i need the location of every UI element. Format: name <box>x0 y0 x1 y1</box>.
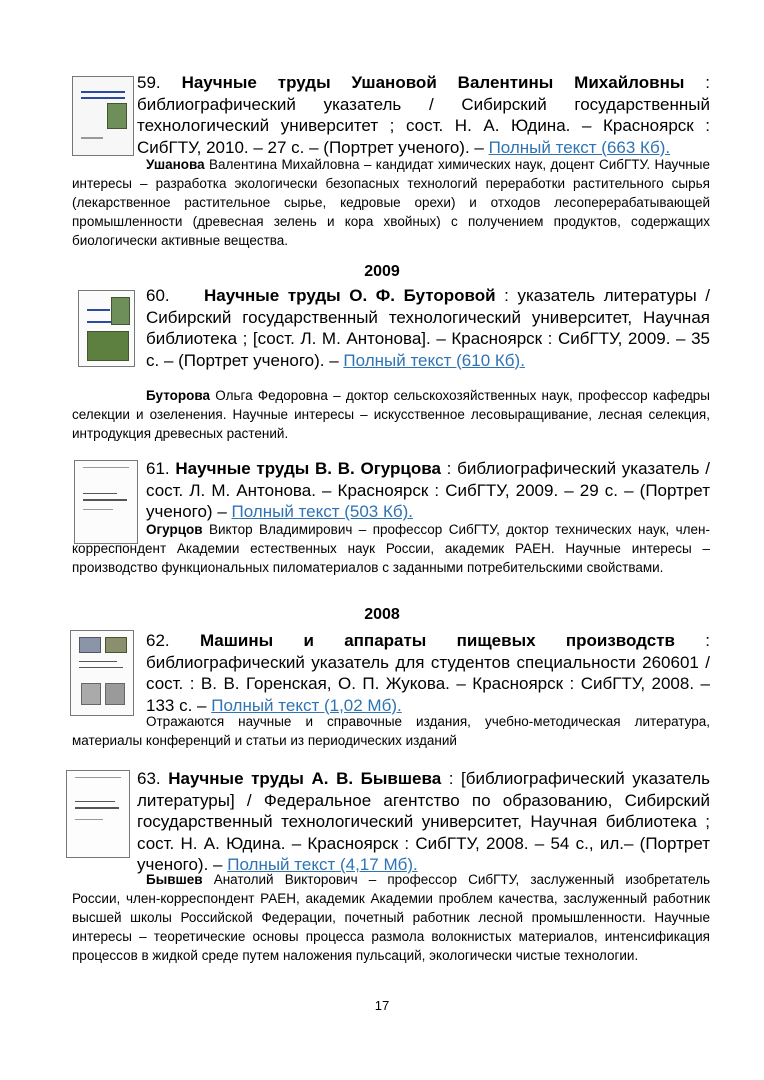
author-surname: Буторова <box>146 388 210 403</box>
entry-citation: : [библиографический указатель литературы] / Федеральное агентство по образованию, Сибирский государственный технологический университет, Научная библиотека ; сост. Н. А. Юдина. – Красноярск : СибГТУ, 2008. – 54 с., ил.– (Портрет ученого). – <box>137 769 710 874</box>
description-text: Виктор Владимирович – профессор СибГТУ, доктор технических наук, член-корреспондент Академии естественных наук России, академик РАЕН. Научные интересы – производство функциональных пиломатериалов с заданными потребительскими свойствами. <box>72 522 710 575</box>
year-heading: 2009 <box>364 263 400 280</box>
entry-citation: : библиографический указатель / Сибирский государственный технологический университет ; сост. Н. А. Юдина. – Красноярск : СибГТУ, 2010. – 27 с. – (Портрет ученого). – <box>137 73 710 157</box>
full-text-link[interactable]: Полный текст (663 Кб). <box>488 137 671 157</box>
entry-title: Научные труды В. В. Огурцова <box>175 459 441 478</box>
entry-headline <box>137 768 710 876</box>
author-surname: Бывшев <box>146 872 203 887</box>
entry-description <box>72 386 710 443</box>
full-text-link[interactable]: Полный текст (4,17 Мб). <box>227 855 418 874</box>
entry-headline <box>146 630 710 716</box>
description-text: Ольга Федоровна – доктор сельскохозяйственных наук, профессор кафедры селекции и озеленения. Научные интересы – искусственное лесовыращивание, лесная селекция, интродукция древесных растений. <box>72 388 710 441</box>
full-text-link[interactable]: Полный текст (610 Кб). <box>343 350 525 370</box>
full-text-link[interactable]: Полный текст (1,02 Мб). <box>211 695 402 715</box>
entry-title: Научные труды О. Ф. Буторовой <box>203 286 496 305</box>
page-number: 17 <box>374 998 390 1013</box>
entry-citation: : библиографический указатель для студентов специальности 260601 / сост. : В. В. Горенская, О. П. Жукова. – Красноярск : СибГТУ, 2008. – 133 с. – <box>146 631 710 715</box>
entry-number: 61. <box>146 459 170 478</box>
entry-title: Научные труды А. В. Бывшева <box>168 769 442 788</box>
description-text: Валентина Михайловна – кандидат химических наук, доцент СибГТУ. Научные интересы – разработка экологически безопасных технологий переработки растительного сырья (лекарственное растительное сырье, кедровые орехи) и отходов лесоперерабатывающей промышленности (древесная зелень и кора хвойных) с получением продуктов, содержащих биологически активные вещества. <box>72 157 710 248</box>
author-surname: Огурцов <box>146 522 203 537</box>
author-surname: Ушанова <box>146 157 205 172</box>
entry-headline <box>146 458 710 523</box>
entry-number: 62. <box>146 631 170 650</box>
entry-headline <box>137 72 710 158</box>
entry-description <box>72 155 710 250</box>
entry-citation: : указатель литературы / Сибирский государственный технологический университет, Научная библиотека ; [сост. Л. М. Антонова]. – Красноярск : СибГТУ, 2009. – 35 с. – (Портрет ученого). – <box>146 286 710 370</box>
entry-description <box>72 520 710 577</box>
book-cover-thumbnail <box>66 770 130 858</box>
entry-description <box>72 870 710 965</box>
book-cover-thumbnail <box>78 290 135 367</box>
entry-headline <box>146 285 710 371</box>
year-heading: 2008 <box>364 606 400 623</box>
book-cover-thumbnail <box>70 630 134 716</box>
entry-number: 60. <box>146 286 170 305</box>
entry-title: Машины и аппараты пищевых производств <box>199 631 675 650</box>
entry-citation: : библиографический указатель / сост. Л. М. Антонова. – Красноярск : СибГТУ, 2009. – 29 с. – (Портрет ученого) – <box>146 459 710 521</box>
description-text: Отражаются научные и справочные издания, учебно-методическая литература, материалы конференций и статьи из периодических изданий <box>72 714 710 748</box>
full-text-link[interactable]: Полный текст (503 Кб). <box>231 502 414 521</box>
description-text: Анатолий Викторович – профессор СибГТУ, заслуженный изобретатель России, член-корреспондент РАЕН, академик Академии проблем качества, заслуженный работник высшей школы Российской Федерации, почетный работник лесной промышленности. Научные интересы – теоретические основы процесса размола волокнистых материалов, интенсификация процессов в жидкой среде путем наложения пульсаций, экологически чистые технологии. <box>72 872 710 963</box>
entry-title: Научные труды Ушановой Валентины Михайловны <box>181 73 685 92</box>
entry-number: 59. <box>137 73 161 92</box>
entry-description <box>72 712 710 750</box>
book-cover-thumbnail <box>72 76 134 156</box>
entry-number: 63. <box>137 769 161 788</box>
